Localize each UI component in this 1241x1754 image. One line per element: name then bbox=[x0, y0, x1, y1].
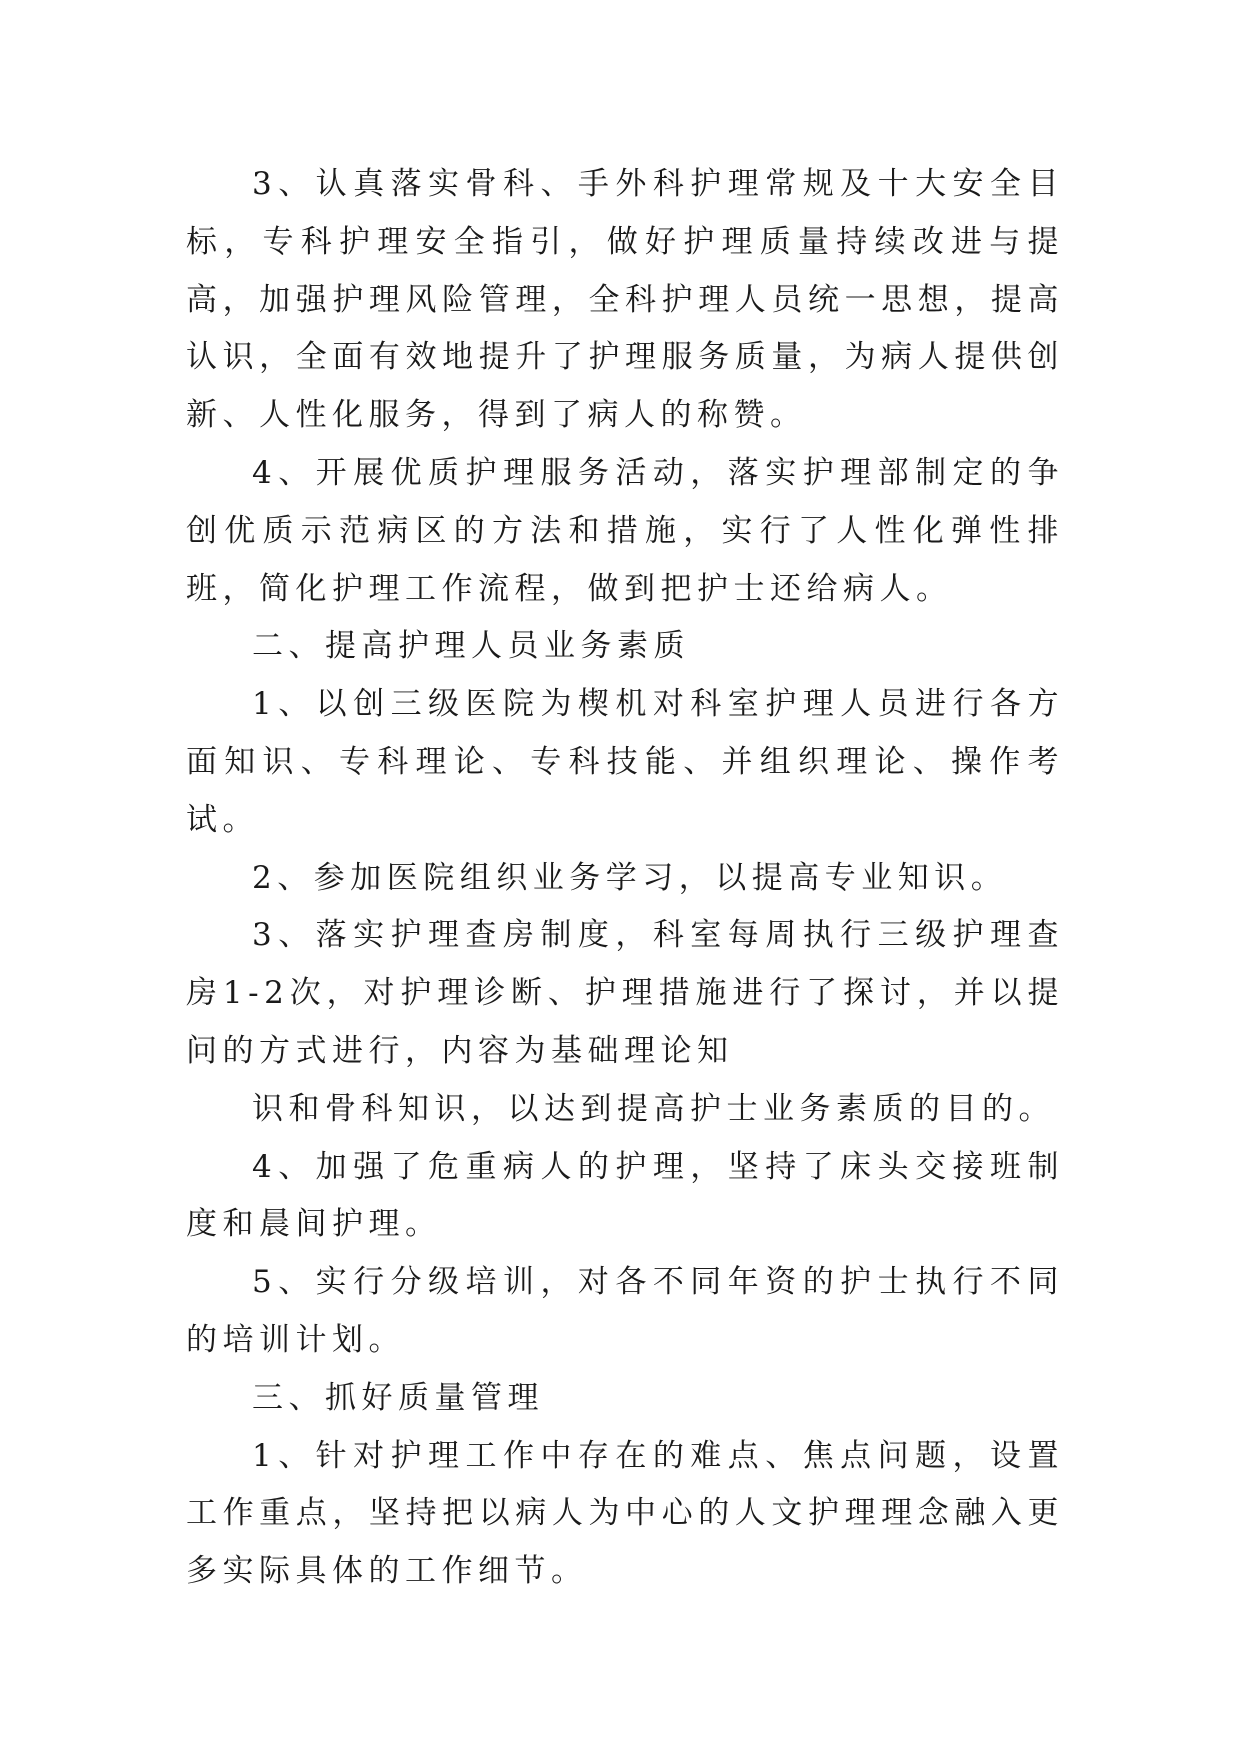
paragraph-ward-rounds: 3、落实护理查房制度，科室每周执行三级护理查房1-2次，对护理诊断、护理措施进行了探讨，并以提问的方式进行，内容为基础理论知 bbox=[186, 917, 1064, 1069]
paragraph-graded-training: 5、实行分级培训，对各不同年资的护士执行不同的培训计划。 bbox=[186, 1264, 1064, 1358]
section-heading-quality-management: 三、抓好质量管理 bbox=[252, 1379, 544, 1416]
paragraph-ward-rounds-continued: 识和骨科知识，以达到提高护士业务素质的目的。 bbox=[252, 1090, 1055, 1127]
paragraph-hospital-study: 2、参加医院组织业务学习，以提高专业知识。 bbox=[252, 859, 1008, 896]
section-heading-staff-quality: 二、提高护理人员业务素质 bbox=[252, 628, 690, 665]
paragraph-training-level-three: 1、以创三级医院为楔机对科室护理人员进行各方面知识、专科理论、专科技能、并组织理论、操作考试。 bbox=[186, 686, 1064, 838]
paragraph-critical-care: 4、加强了危重病人的护理，坚持了床头交接班制度和晨间护理。 bbox=[186, 1148, 1064, 1243]
paragraph-safety-goals: 3、认真落实骨科、手外科护理常规及十大安全目标，专科护理安全指引，做好护理质量持续改进与提高，加强护理风险管理，全科护理人员统一思想，提高认识，全面有效地提升了护理服务质量，为病人提供创新、人性化服务，得到了病人的称赞。 bbox=[186, 166, 1064, 434]
paragraph-quality-service: 4、开展优质护理服务活动，落实护理部制定的争创优质示范病区的方法和措施，实行了人性化弹性排班，简化护理工作流程，做到把护士还给病人。 bbox=[186, 454, 1064, 607]
document-body bbox=[186, 156, 1064, 1601]
paragraph-key-problems: 1、针对护理工作中存在的难点、焦点问题，设置工作重点，坚持把以病人为中心的人文护理理念融入更多实际具体的工作细节。 bbox=[186, 1437, 1064, 1590]
